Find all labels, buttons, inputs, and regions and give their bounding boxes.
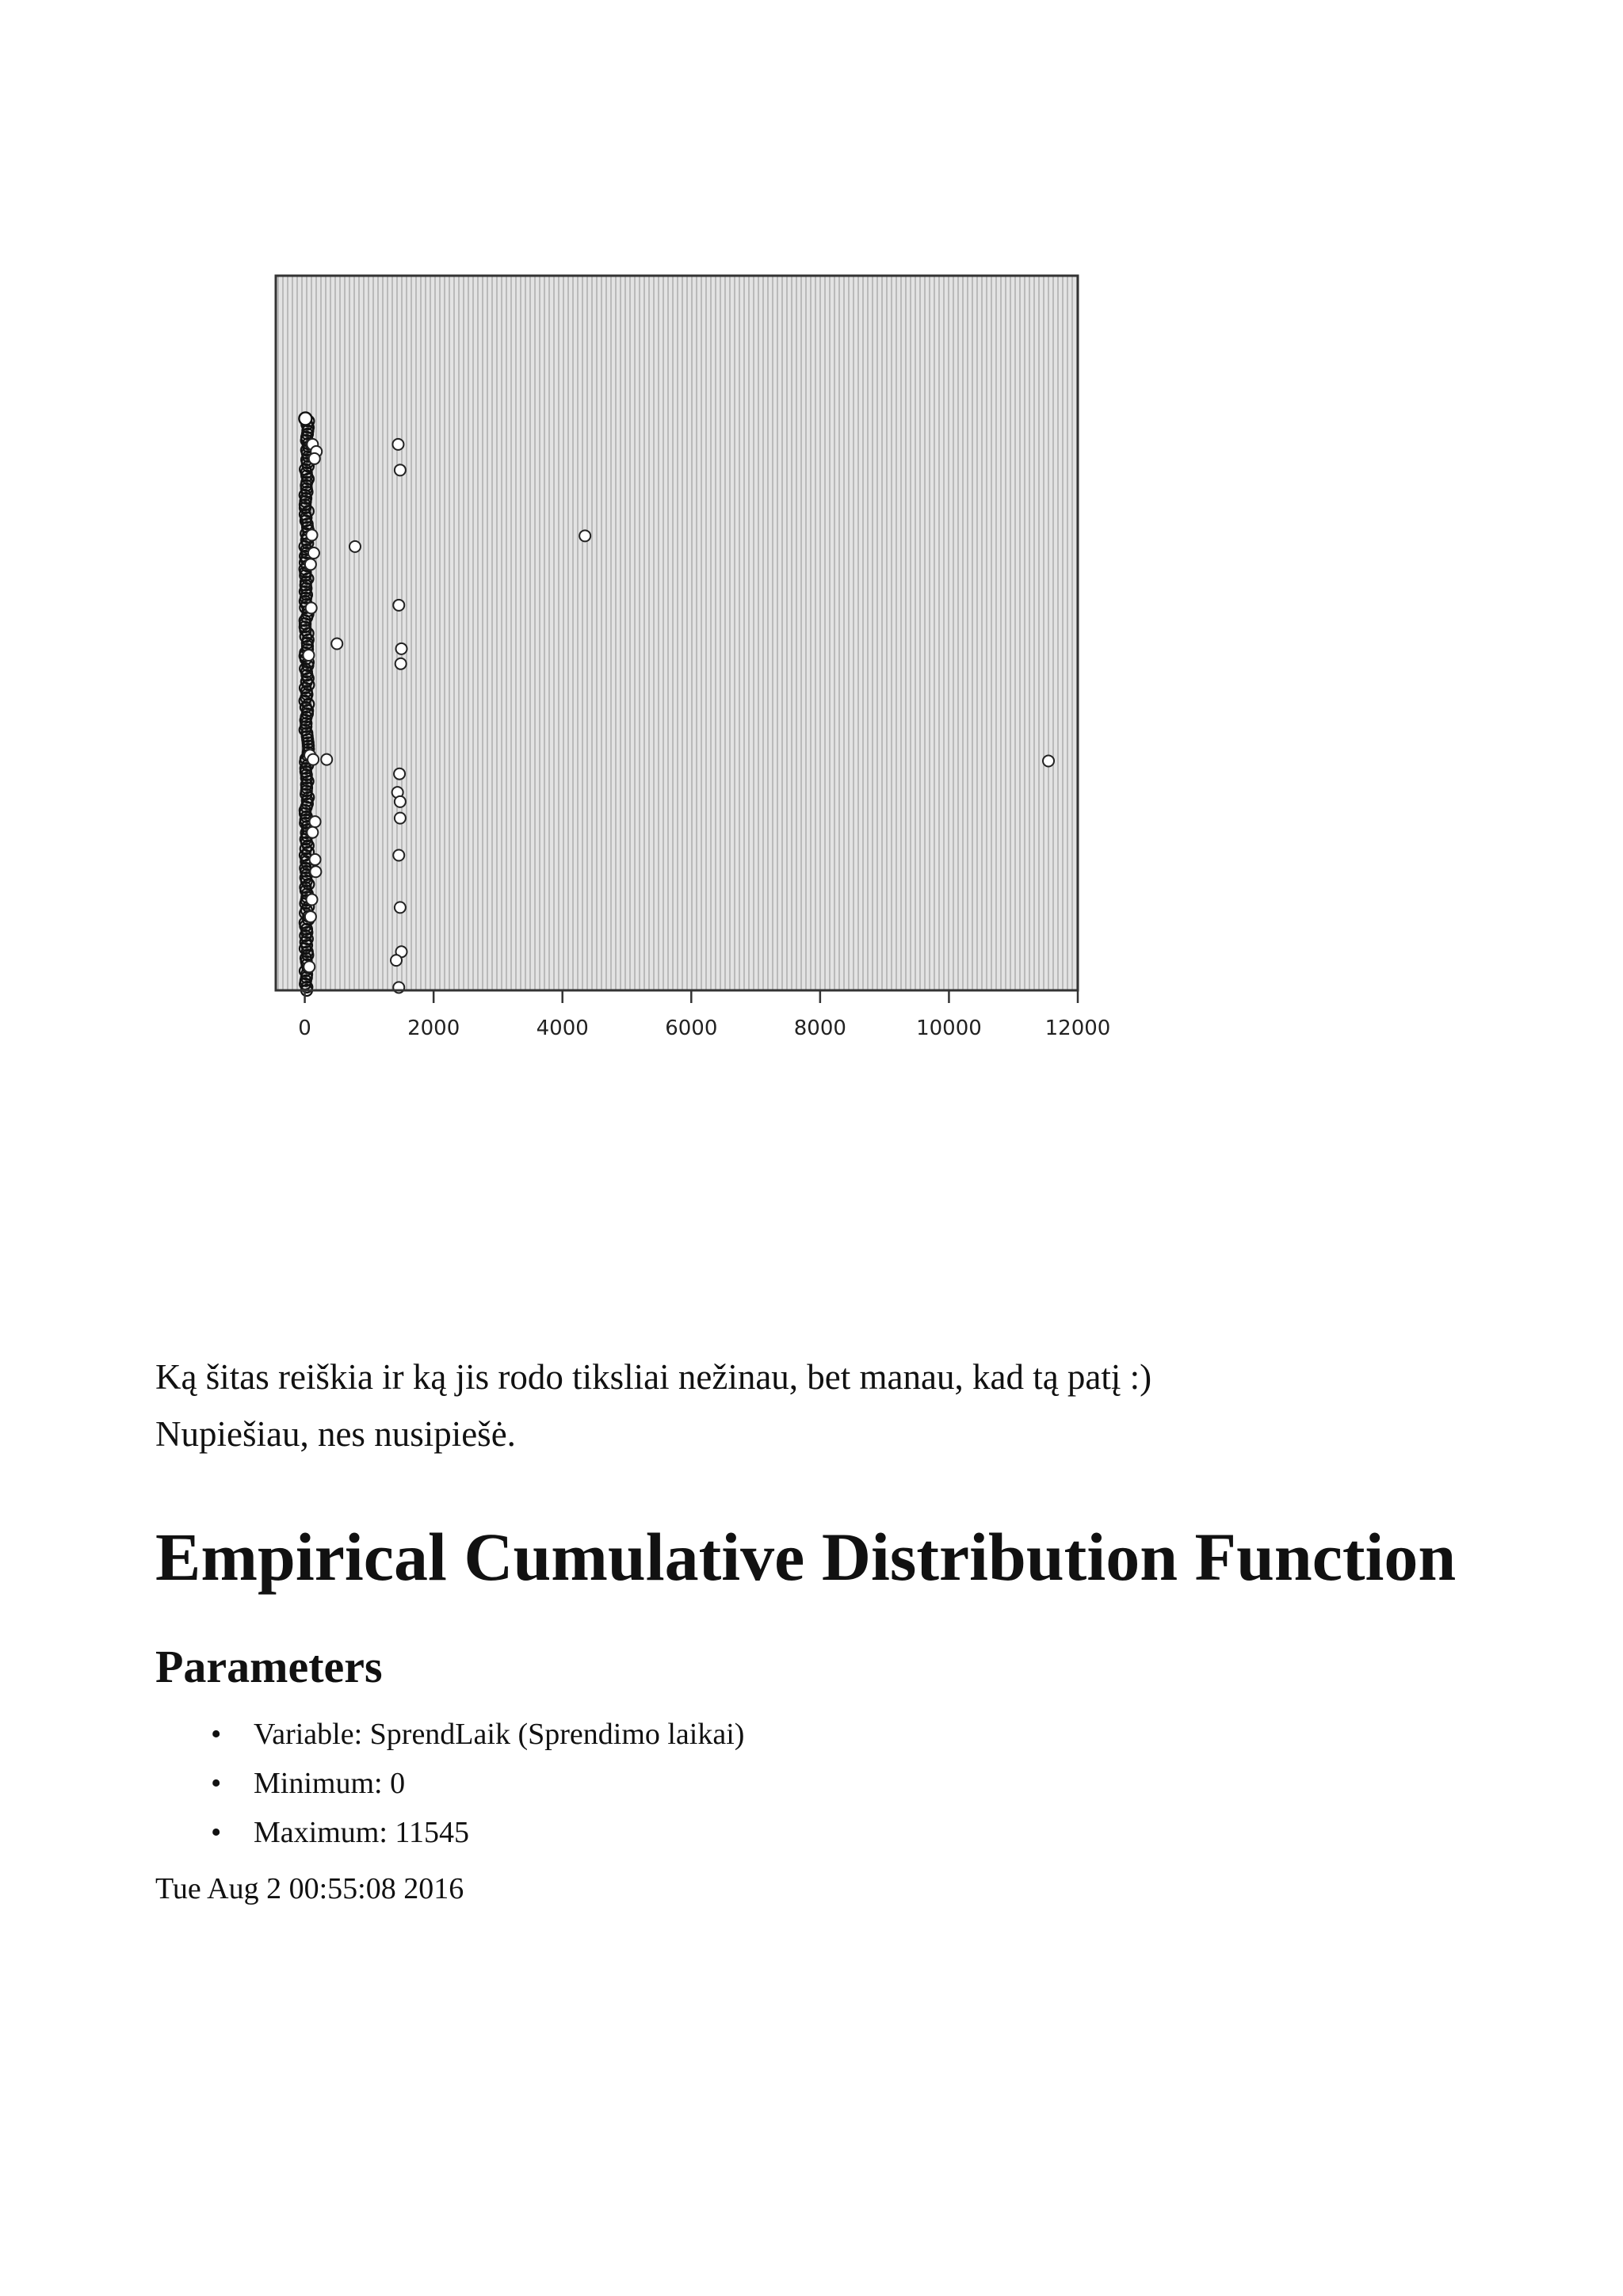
data-point	[305, 911, 316, 922]
data-point	[305, 559, 316, 570]
x-tick-label: 8000	[793, 1016, 846, 1040]
data-point	[303, 650, 314, 661]
data-point	[579, 530, 590, 541]
data-point	[395, 464, 406, 475]
caption	[155, 1348, 1503, 1463]
x-tick-label: 6000	[665, 1016, 718, 1040]
data-point	[393, 600, 404, 611]
data-point	[395, 813, 406, 824]
x-tick-label: 2000	[407, 1016, 460, 1040]
page-title: Empirical Cumulative Distribution Function	[155, 1519, 1457, 1595]
parameter-item	[155, 1759, 744, 1808]
data-point	[395, 796, 406, 807]
data-point	[308, 547, 319, 559]
x-tick-label: 12000	[1044, 1016, 1111, 1040]
data-point	[396, 643, 407, 654]
data-point	[392, 439, 403, 450]
parameters-list	[155, 1710, 744, 1857]
data-point	[304, 961, 315, 972]
data-point	[299, 412, 311, 425]
parameters-heading: Parameters	[155, 1641, 383, 1692]
ecdf-chart	[238, 261, 1141, 1054]
data-point	[306, 602, 317, 613]
data-point	[331, 639, 342, 650]
data-point	[307, 894, 318, 905]
data-point	[395, 902, 406, 913]
caption-line-2: Nupiešiau, nes nusipiešė.	[155, 1414, 516, 1454]
data-point	[310, 854, 321, 865]
data-point	[394, 769, 405, 780]
data-point	[349, 541, 361, 552]
data-point	[307, 529, 318, 540]
data-point	[310, 866, 321, 877]
x-tick-label: 4000	[536, 1016, 589, 1040]
timestamp: Tue Aug 2 00:55:08 2016	[155, 1872, 464, 1905]
caption-line-1: Ką šitas reiškia ir ką jis rodo tiksliai nežinau, bet manau, kad tą patį :)	[155, 1357, 1152, 1397]
data-point	[307, 754, 319, 765]
data-point	[307, 827, 318, 838]
data-point	[309, 453, 320, 464]
data-point	[395, 658, 407, 669]
parameter-item	[155, 1710, 744, 1759]
parameter-item	[155, 1808, 744, 1857]
data-point	[393, 850, 404, 861]
parameter-maximum: Maximum: 11545	[254, 1816, 469, 1849]
parameter-minimum: Minimum: 0	[254, 1767, 406, 1800]
data-point	[1043, 755, 1054, 766]
plot-background	[276, 276, 1078, 990]
x-tick-label: 10000	[916, 1016, 982, 1040]
x-tick-label: 0	[298, 1016, 311, 1040]
parameter-variable: Variable: SprendLaik (Sprendimo laikai)	[254, 1718, 745, 1751]
data-point	[321, 754, 332, 765]
bullet-icon: •	[211, 1718, 222, 1751]
bullet-icon: •	[211, 1767, 222, 1800]
data-point	[391, 955, 402, 966]
chart-svg	[238, 261, 1141, 1054]
bullet-icon: •	[211, 1816, 222, 1849]
data-point	[310, 816, 321, 827]
